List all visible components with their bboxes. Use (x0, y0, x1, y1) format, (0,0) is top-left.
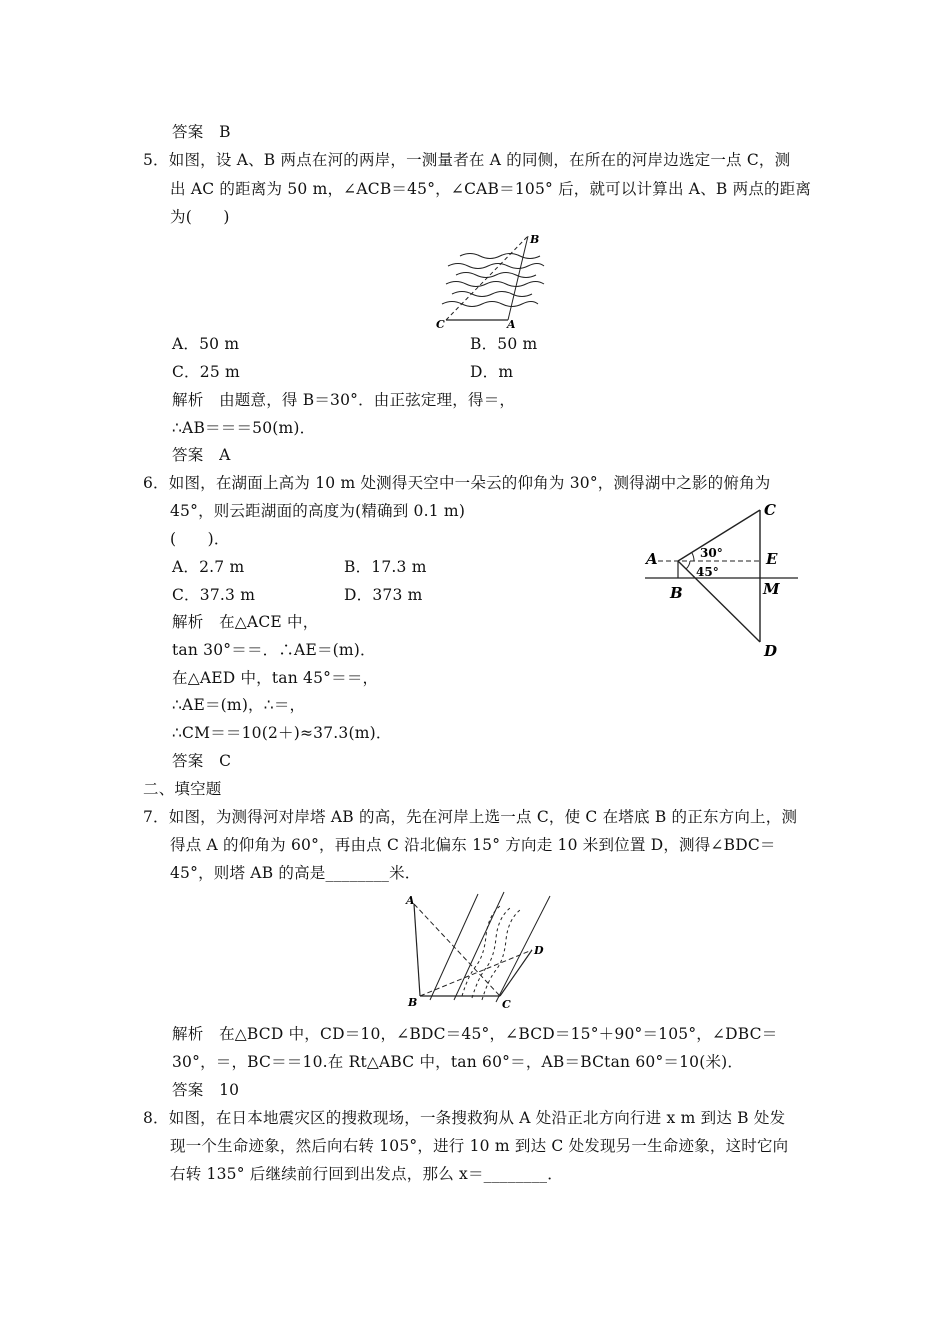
q5-analysis-line1: 解析 由题意，得 B＝30°．由正弦定理，得＝， (172, 391, 516, 409)
q7-line-ab (414, 904, 420, 996)
q7-analysis-line2: 30°，＝，BC＝＝10.在 Rt△ABC 中，tan 60°＝，AB＝BCtan 60°＝10(米)． (172, 1053, 744, 1071)
q7-label-b: B (408, 996, 418, 1009)
q6-label-30: 30° (700, 546, 723, 560)
q5-stem-line1: 5．如图，设 A、B 两点在河的两岸，一测量者在 A 的同侧，在所在的河岸边选定一点 C，测 (143, 151, 791, 169)
q6-angle-45-arc (686, 561, 690, 569)
q6-analysis-line4: ∴AE＝(m)，∴＝， (172, 696, 306, 714)
q5-line-cb (446, 236, 528, 320)
q8-stem-line3: 右转 135° 后继续前行回到出发点，那么 x＝________． (170, 1165, 563, 1183)
q6-label-b: B (670, 584, 683, 602)
q6-label-d: D (764, 642, 778, 660)
q5-answer: 答案 A (172, 446, 231, 464)
q6-stem-line1: 6．如图，在湖面上高为 10 m 处测得天空中一朵云的仰角为 30°，测得湖中之影的俯角为 (143, 474, 771, 492)
q6-label-c: C (764, 501, 776, 519)
q6-label-e: E (766, 550, 778, 568)
q8-stem-line2: 现一个生命迹象，然后向右转 105°，进行 10 m 到达 C 处发现另一生命迹象，这时它向 (170, 1137, 789, 1155)
q7-label-a: A (406, 894, 415, 907)
q6-analysis-line2: tan 30°＝＝．∴AE＝(m)． (172, 641, 376, 659)
q7-stem-line1: 7．如图，为测得河对岸塔 AB 的高，先在河岸上选一点 C，使 C 在塔底 B 的正东方向上，测 (143, 808, 798, 826)
q6-lake-figure (640, 498, 810, 664)
q6-analysis-line3: 在△AED 中，tan 45°＝＝， (172, 669, 379, 687)
q6-angle-30-arc (692, 553, 694, 561)
q7-tower-figure (400, 888, 560, 1012)
q6-line-ad (678, 561, 760, 642)
q5-label-a: A (507, 318, 516, 330)
q6-label-45: 45° (696, 565, 719, 579)
q6-option-a: A．2.7 m (172, 558, 245, 576)
q7-stem-line2: 得点 A 的仰角为 60°，再由点 C 沿北偏东 15° 方向走 10 米到位置 D，测得∠BDC＝ (170, 836, 776, 854)
q5-river-figure (430, 228, 560, 330)
q5-stem-line3: 为( ) (170, 208, 230, 226)
q5-label-c: C (436, 318, 445, 330)
q6-label-m: M (763, 580, 780, 598)
q4-answer: 答案 B (172, 123, 231, 141)
q6-stem-line2: 45°，则云距湖面的高度为(精确到 0.1 m) (170, 502, 466, 520)
q7-line-cd (500, 950, 532, 996)
q6-analysis-line5: ∴CM＝＝10(2＋)≈37.3(m)． (172, 724, 392, 742)
q6-answer: 答案 C (172, 752, 232, 770)
q7-answer: 答案 10 (172, 1081, 240, 1099)
q6-option-d: D．373 m (344, 586, 423, 604)
q7-label-c: C (502, 998, 511, 1011)
q5-option-c: C．25 m (172, 363, 240, 381)
q5-label-b: B (530, 233, 540, 246)
q5-analysis-line2: ∴AB＝＝＝50(m)． (172, 419, 316, 437)
q7-line-bd (420, 950, 532, 996)
q6-option-b: B．17.3 m (344, 558, 427, 576)
q5-line-ab (508, 236, 528, 320)
q8-stem-line1: 8．如图，在日本地震灾区的搜救现场，一条搜救狗从 A 处沿正北方向行进 x m 到达 B 处发 (143, 1109, 786, 1127)
q6-analysis-line1: 解析 在△ACE 中， (172, 613, 319, 631)
q6-stem-line3: ( )． (170, 530, 230, 548)
q5-stem-line2: 出 AC 的距离为 50 m，∠ACB＝45°，∠CAB＝105° 后，就可以计算出 A、B 两点的距离 (170, 180, 812, 198)
q7-stem-line3: 45°，则塔 AB 的高是________米． (170, 864, 421, 882)
q7-analysis-line1: 解析 在△BCD 中，CD＝10，∠BDC＝45°，∠BCD＝15°＋90°＝105°，∠DBC＝ (172, 1025, 778, 1043)
q5-option-b: B．50 m (470, 335, 538, 353)
q7-line-ac (414, 904, 500, 996)
q6-label-a: A (646, 550, 658, 568)
section-fill-in-heading: 二、填空题 (143, 780, 222, 798)
q5-option-a: A．50 m (172, 335, 240, 353)
q5-option-d: D．m (470, 363, 514, 381)
q7-label-d: D (534, 944, 544, 957)
q6-option-c: C．37.3 m (172, 586, 256, 604)
